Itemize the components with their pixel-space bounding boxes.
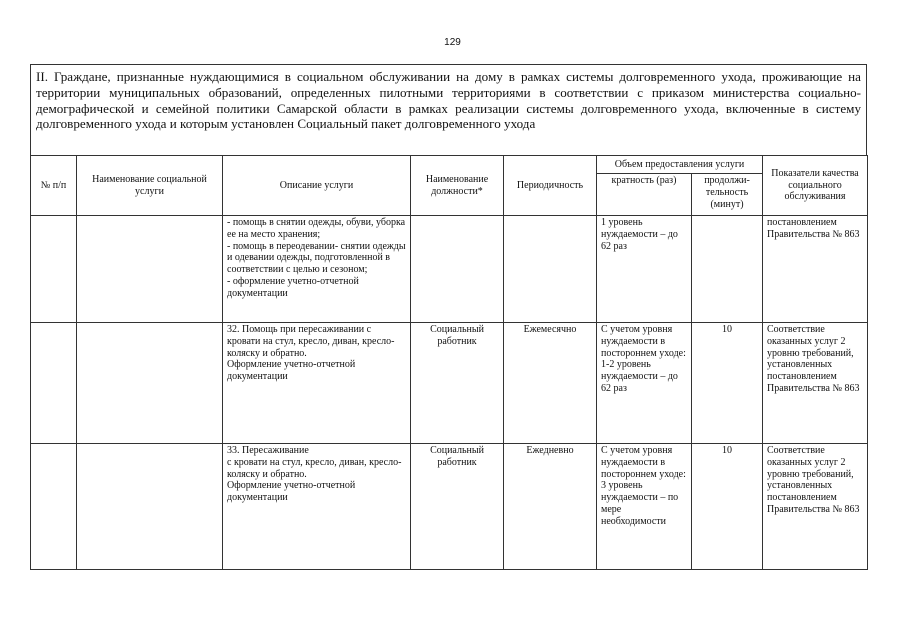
table-row (31, 216, 868, 323)
table-row (31, 323, 868, 444)
cell-quality: постановлением Правительства № 863 (763, 216, 868, 323)
cell-periodicity: Ежедневно (504, 444, 597, 570)
cell-position (411, 216, 504, 323)
header-quality: Показатели качества социального обслуживания (763, 156, 868, 216)
cell-description: 33. Пересаживание с кровати на стул, кресло, диван, кресло-коляску и обратно. Оформление учетно-отчетной документации (223, 444, 411, 570)
cell-description: - помощь в снятии одежды, обуви, уборка ее на место хранения; - помощь в переодевании- снятии одежды и одевании одежды, подготовленной в соответствии с целью и сезоном; - оформление учетно-отчетной документации (223, 216, 411, 323)
cell-multiplicity: С учетом уровня нуждаемости в постороннем уходе: 3 уровень нуждаемости – по мере необходимости (597, 444, 692, 570)
cell-periodicity (504, 216, 597, 323)
cell-position: Социальный работник (411, 444, 504, 570)
cell-duration (692, 216, 763, 323)
header-position: Наименование должности* (411, 156, 504, 216)
cell-description: 32. Помощь при пересаживании с кровати на стул, кресло, диван, кресло-коляску и обратно. Оформление учетно-отчетной документации (223, 323, 411, 444)
cell-num (31, 444, 77, 570)
header-multiplicity: кратность (раз) (597, 174, 692, 216)
cell-duration: 10 (692, 323, 763, 444)
header-description: Описание услуги (223, 156, 411, 216)
header-service-name: Наименование социальной услуги (77, 156, 223, 216)
cell-duration: 10 (692, 444, 763, 570)
header-num: № п/п (31, 156, 77, 216)
section-title: II. Граждане, признанные нуждающимися в социальном обслуживании на дому в рамках системы долговременного ухода, проживающие на территории муниципальных образований, определенных пилотными территориями в соответствии с приказом министерства социально-демографической и семейной политики Самарской области в рамках реализации системы долговременного ухода, включенные в систему долговременного ухода и которым установлен Социальный пакет долговременного ухода (30, 64, 867, 156)
cell-multiplicity: 1 уровень нуждаемости – до 62 раз (597, 216, 692, 323)
page-number: 129 (444, 37, 461, 48)
cell-service-name (77, 216, 223, 323)
cell-quality: Соответствие оказанных услуг 2 уровню требований, установленных постановлением Правительства № 863 (763, 323, 868, 444)
cell-position: Социальный работник (411, 323, 504, 444)
cell-quality: Соответствие оказанных услуг 2 уровню требований, установленных постановлением Правительства № 863 (763, 444, 868, 570)
cell-service-name (77, 323, 223, 444)
header-duration: продолжи-тельность (минут) (692, 174, 763, 216)
cell-periodicity: Ежемесячно (504, 323, 597, 444)
cell-num (31, 216, 77, 323)
cell-num (31, 323, 77, 444)
table-row (31, 444, 868, 570)
header-volume: Объем предоставления услуги (597, 156, 763, 174)
cell-service-name (77, 444, 223, 570)
services-table (30, 155, 868, 570)
cell-multiplicity: С учетом уровня нуждаемости в постороннем уходе: 1-2 уровень нуждаемости – до 62 раз (597, 323, 692, 444)
header-periodicity: Периодичность (504, 156, 597, 216)
